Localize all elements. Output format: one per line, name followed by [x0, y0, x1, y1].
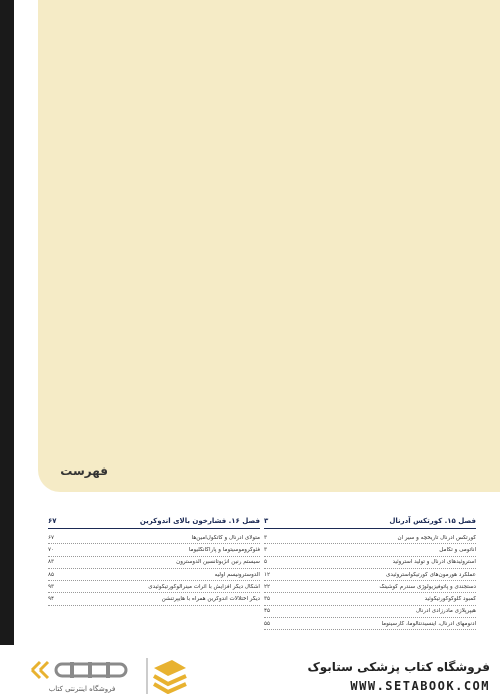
toc-entry — [48, 544, 260, 556]
toc-entry — [48, 569, 260, 581]
entry-title: استروئیدهای آدرنال و تولید استروئید — [392, 559, 476, 566]
toc-entry — [48, 581, 260, 593]
entry-page: ۵ — [264, 559, 268, 566]
chapter-heading — [48, 515, 260, 529]
toc-entry — [264, 569, 476, 581]
chapter-heading — [264, 515, 476, 529]
setabook-logo-mark — [30, 658, 130, 682]
entry-page: ۳ — [264, 534, 268, 541]
toc-entry — [264, 557, 476, 569]
entry-title: آدنومهای آدرنال، اینسیدنتالوما، کارسینوما — [381, 620, 476, 627]
entry-title: اشکال دیگر افزایش با اثرات مینرالوکورتیکوئیدی — [148, 583, 260, 590]
toc-entry — [264, 532, 476, 544]
entry-title: کورتکس آدرنال تاریخچه و سیر آن — [397, 534, 476, 541]
toc-entry — [48, 532, 260, 544]
toc-chapter-16 — [48, 515, 260, 606]
toc-title: فهرست — [60, 464, 108, 478]
chapter-page: ۳ — [264, 516, 269, 525]
entry-title: متولای آدرنال و کاتکول‌آمین‌ها — [191, 534, 260, 541]
entry-page: ۱۲ — [264, 571, 271, 578]
chapter-page: ۶۷ — [48, 516, 57, 525]
chapter-title: فصل ۱۶. فشارخون بالای اندوکرین — [139, 516, 260, 525]
toc-entry — [264, 593, 476, 605]
entry-title: دیگر اختلالات اندوکرین همراه با هایپرتنشن — [161, 596, 260, 603]
toc-entry — [264, 606, 476, 618]
entry-page: ۹۴ — [48, 596, 55, 603]
store-url[interactable]: WWW.SETABOOK.COM — [350, 679, 490, 693]
entry-page: ۵۵ — [264, 620, 271, 627]
entry-page: ۸۳ — [48, 559, 55, 566]
entry-page: ۷۰ — [48, 546, 55, 553]
book-spine — [0, 0, 14, 645]
book-stack-icon — [146, 658, 190, 694]
entry-title: عملکرد هورمون‌های کورتیکواستروئیدی — [386, 571, 476, 578]
entry-title: فئوکروموسیتوما و پاراگانگلیوما — [188, 546, 260, 553]
toc-entry — [48, 593, 260, 605]
toc-entry — [264, 618, 476, 630]
entry-page: ۳ — [264, 546, 268, 553]
entry-page: ۶۷ — [48, 534, 55, 541]
cream-panel — [38, 0, 500, 492]
store-name: فروشگاه کتاب پزشکی ستابوک — [307, 660, 490, 674]
toc-entry — [264, 581, 476, 593]
entry-title: سیستم رنین آنژیوتانسین آلدوسترون — [176, 559, 260, 566]
entry-title: دستجندی و پاتوفیزیولوژی سندرم کوشینگ — [379, 583, 476, 590]
entry-title: کمبود گلوکوکورتیکوئید — [424, 596, 476, 603]
entry-title: هیپرپلازی مادرزادی آدرنال — [415, 608, 476, 615]
toc-chapter-15 — [264, 515, 476, 630]
entry-page: ۳۵ — [264, 596, 271, 603]
entry-page: ۴۵ — [264, 608, 271, 615]
entry-page: ۸۵ — [48, 571, 55, 578]
entry-page: ۹۳ — [48, 583, 55, 590]
chapter-title: فصل ۱۵. کورتکس آدرنال — [389, 516, 476, 525]
entry-title: آلدوسترونیسم اولیه — [214, 571, 260, 578]
toc-entry — [264, 544, 476, 556]
entry-page: ۲۲ — [264, 583, 271, 590]
logo-subtitle: فروشگاه اینترنتی کتاب — [48, 685, 116, 693]
toc-entry — [48, 557, 260, 569]
entry-title: آناتومی و تکامل — [439, 546, 476, 553]
